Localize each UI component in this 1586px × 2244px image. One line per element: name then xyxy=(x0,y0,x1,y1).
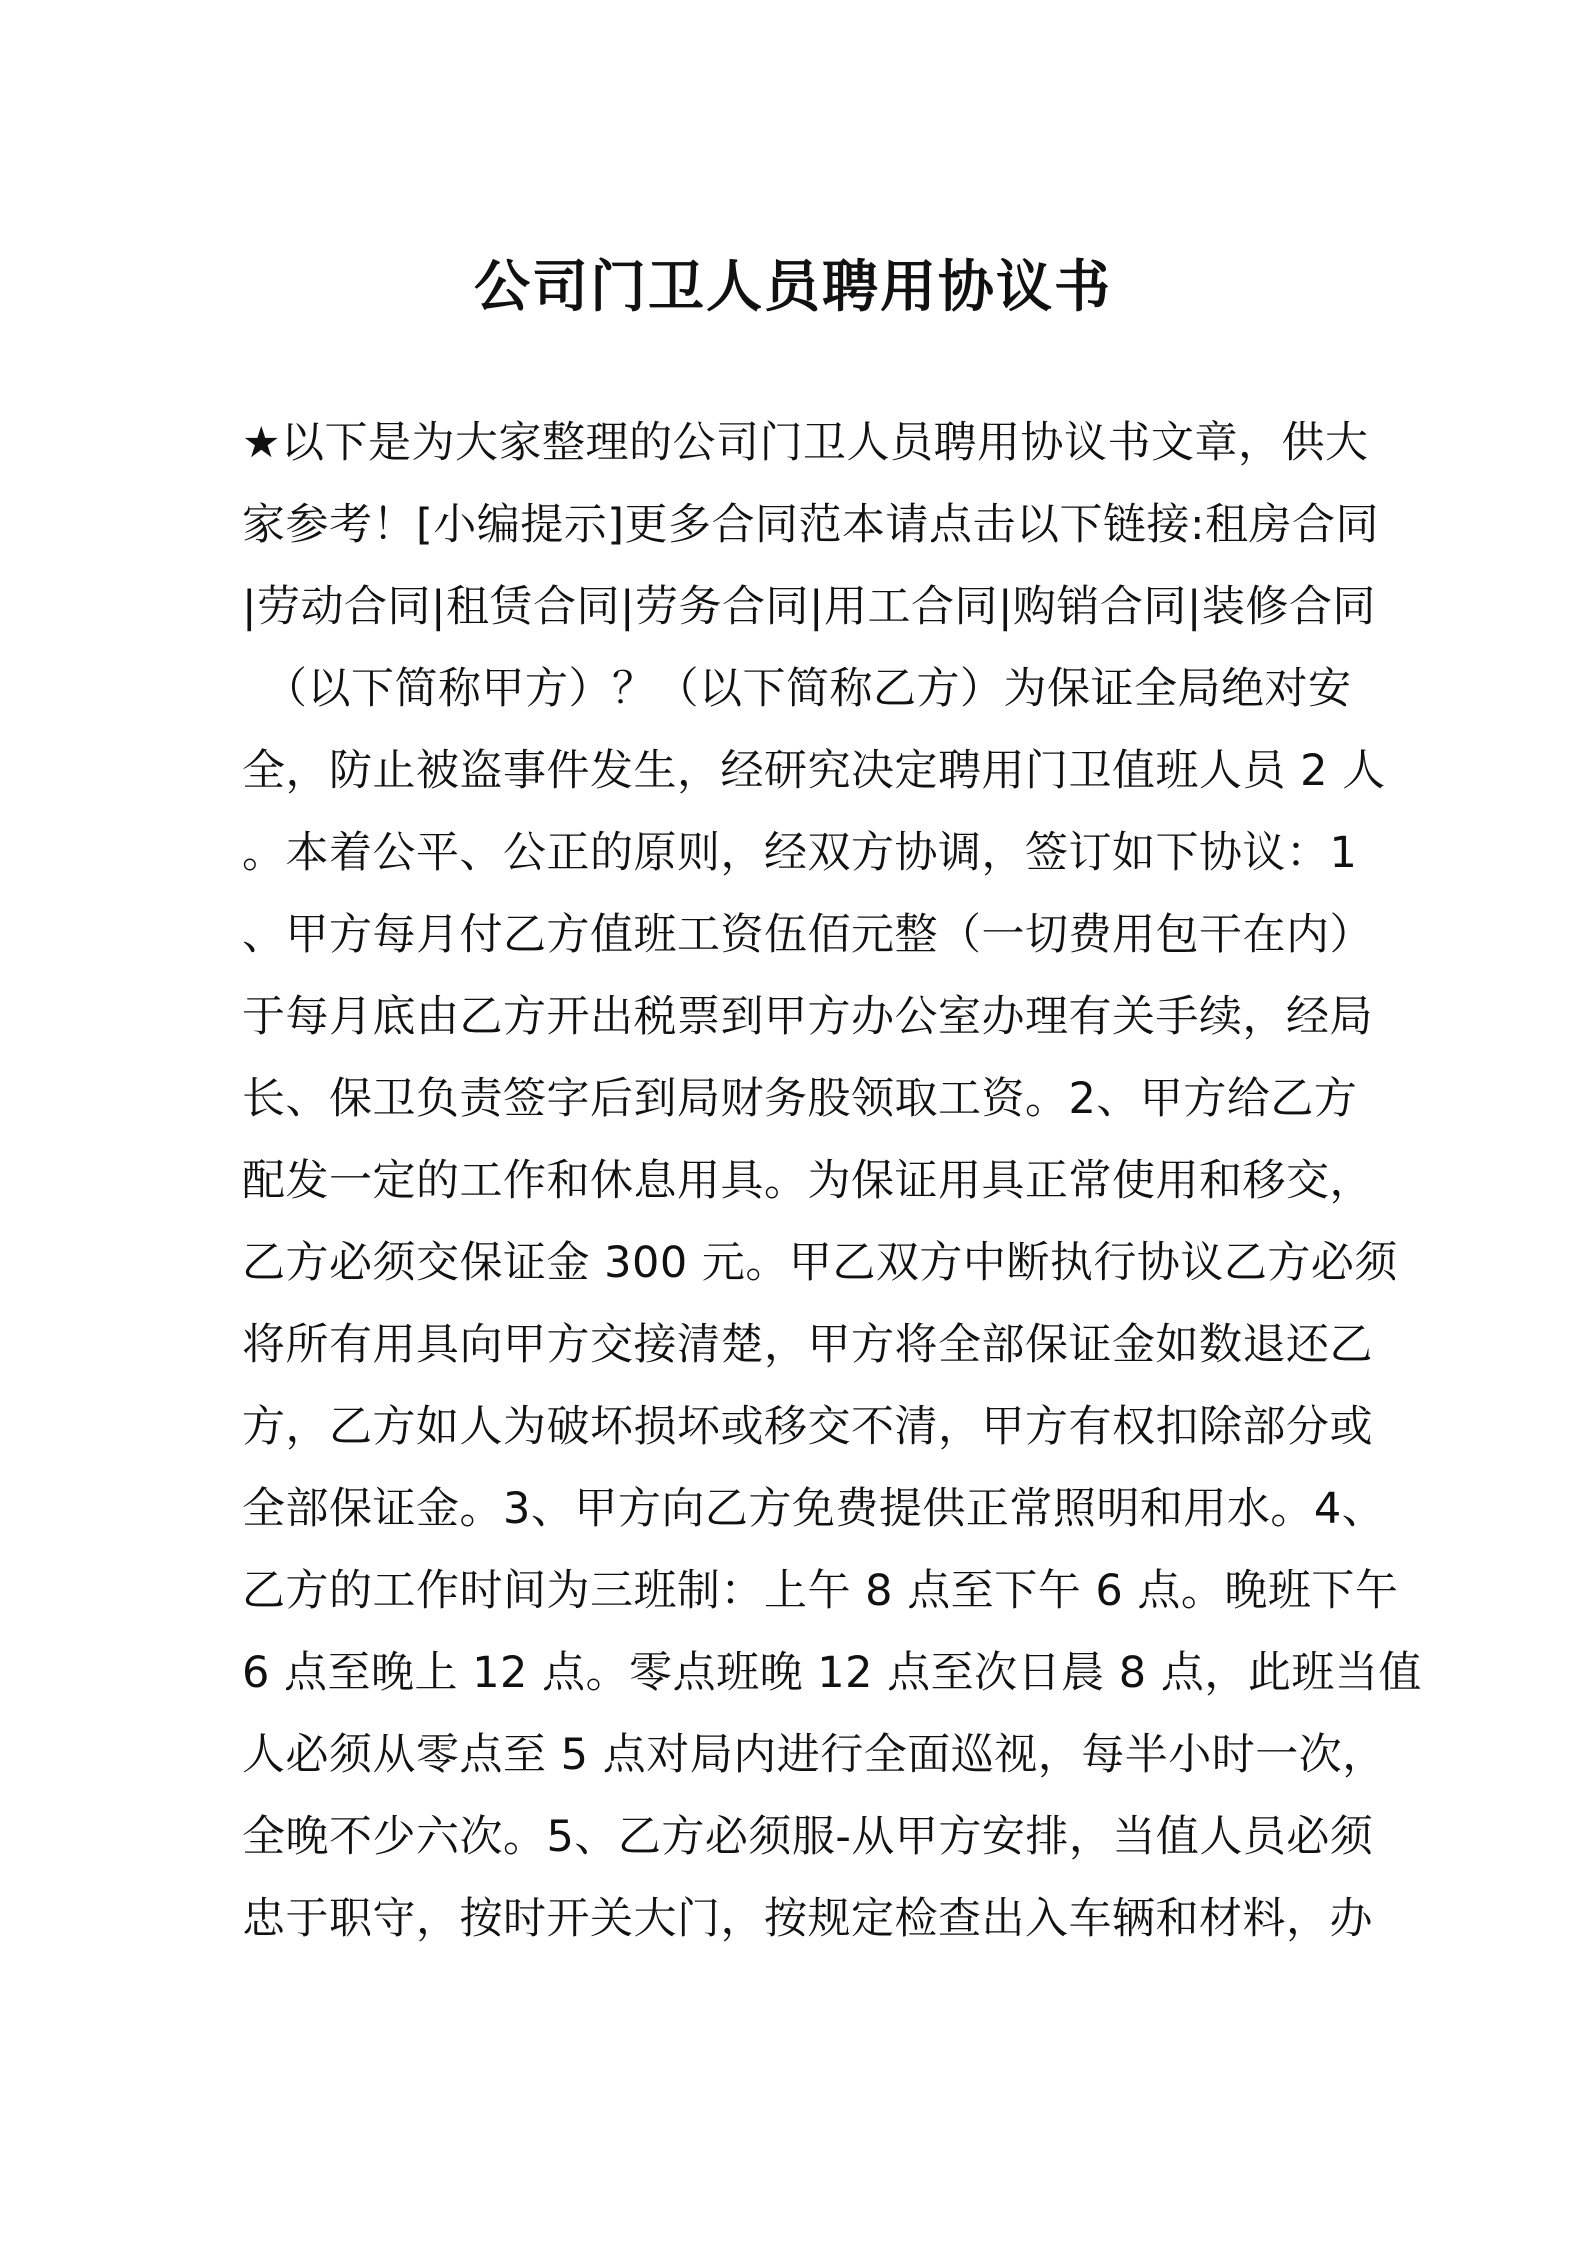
paragraph-line: 乙方的工作时间为三班制：上午 8 点至下午 6 点。晚班下午 xyxy=(242,1566,1399,1616)
paragraph-line: 于每月底由乙方开出税票到甲方办公室办理有关手续，经局 xyxy=(242,992,1373,1042)
paragraph-line: 乙方必须交保证金 300 元。甲乙双方中断执行协议乙方必须 xyxy=(242,1238,1398,1288)
paragraph-line: 配发一定的工作和休息用具。为保证用具正常使用和移交， xyxy=(242,1156,1373,1206)
paragraph-line: 6 点至晚上 12 点。零点班晚 12 点至次日晨 8 点，此班当值 xyxy=(242,1648,1422,1698)
paragraph-line: 家参考！[小编提示]更多合同范本请点击以下链接:租房合同 xyxy=(242,500,1380,550)
paragraph-line: 忠于职守，按时开关大门，按规定检查出入车辆和材料，办 xyxy=(242,1894,1373,1944)
paragraph-line: ★以下是为大家整理的公司门卫人员聘用协议书文章，供大 xyxy=(242,418,1369,468)
paragraph-line: 全，防止被盗事件发生，经研究决定聘用门卫值班人员 2 人 xyxy=(242,746,1386,796)
paragraph-line: |劳动合同|租赁合同|劳务合同|用工合同|购销合同|装修合同 xyxy=(242,582,1376,632)
document-title: 公司门卫人员聘用协议书 xyxy=(474,255,1112,320)
paragraph-line: 长、保卫负责签字后到局财务股领取工资。2、甲方给乙方 xyxy=(242,1074,1358,1124)
paragraph-line: 将所有用具向甲方交接清楚，甲方将全部保证金如数退还乙 xyxy=(242,1320,1373,1370)
paragraph-line: 、甲方每月付乙方值班工资伍佰元整（一切费用包干在内） xyxy=(242,910,1373,960)
paragraph-line: 全晚不少六次。5、乙方必须服-从甲方安排，当值人员必须 xyxy=(242,1812,1374,1862)
paragraph-line: 全部保证金。3、甲方向乙方免费提供正常照明和用水。4、 xyxy=(242,1484,1386,1534)
document-body xyxy=(242,402,1422,1960)
paragraph-line: 方，乙方如人为破坏损坏或移交不清，甲方有权扣除部分或 xyxy=(242,1402,1373,1452)
paragraph-line: 。本着公平、公正的原则，经双方协调，签订如下协议：1 xyxy=(242,828,1358,878)
paragraph-line: （以下简称甲方）？（以下简称乙方）为保证全局绝对安 xyxy=(264,664,1352,714)
paragraph-line: 人必须从零点至 5 点对局内进行全面巡视，每半小时一次， xyxy=(242,1730,1386,1780)
